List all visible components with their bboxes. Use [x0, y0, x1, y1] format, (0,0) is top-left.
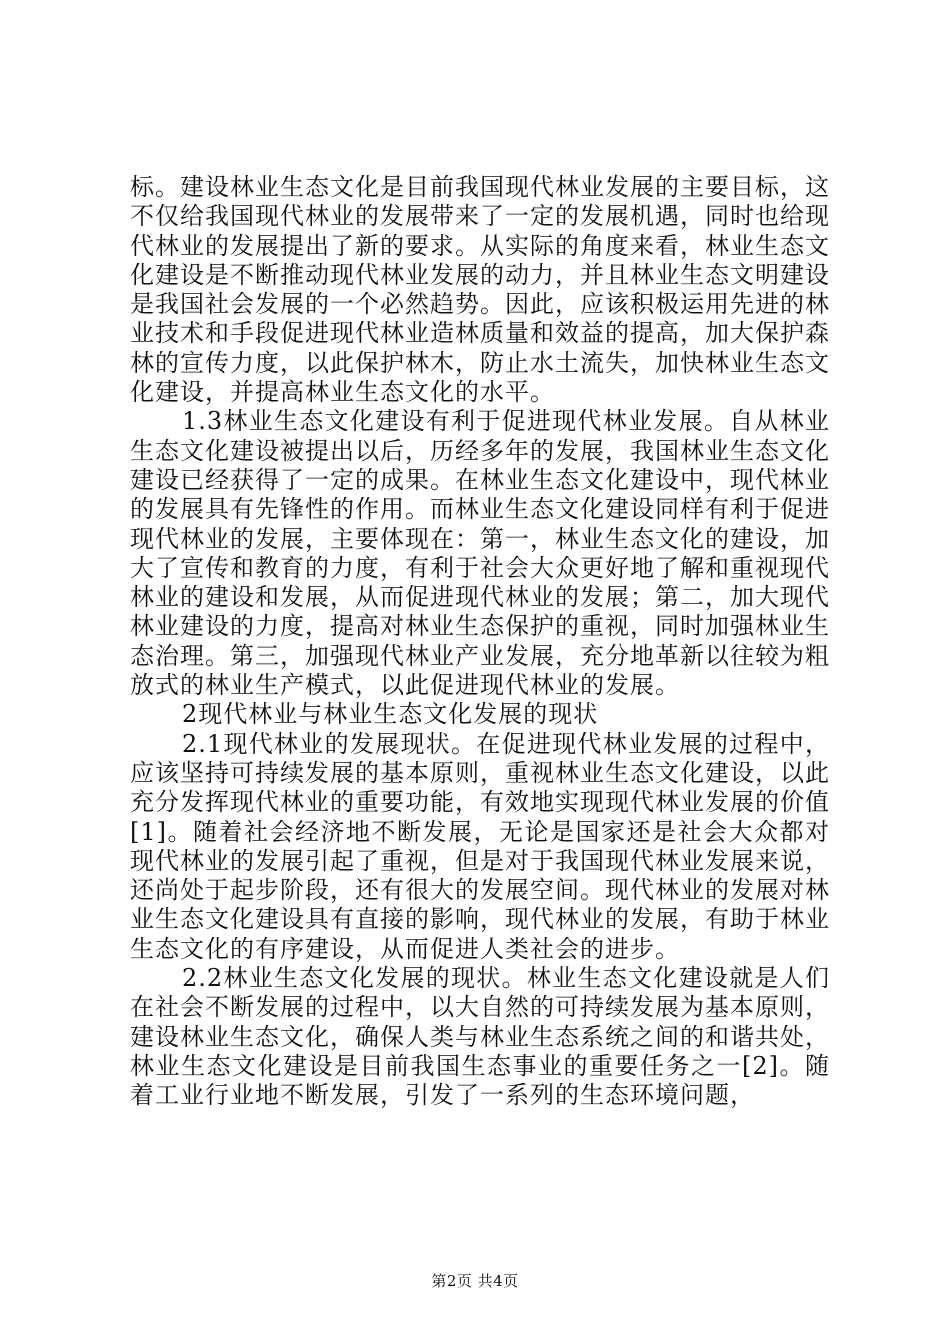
paragraph-section-1-3: 1.3林业生态文化建设有利于促进现代林业发展。自从林业生态文化建设被提出以后，历经多年的发展，我国林业生态文化建设已经获得了一定的成果。在林业生态文化建设中，现代林业的发展具有先锋性的作用。而林业生态文化建设同样有利于促进现代林业的发展，主要体现在：第一，林业生态文化的建设，加大了宣传和教育的力度，有利于社会大众更好地了解和重视现代林业的建设和发展，从而促进现代林业的发展；第二，加大现代林业建设的力度，提高对林业生态保护的重视，同时加强林业生态治理。第三，加强现代林业产业发展，充分地革新以往较为粗放式的林业生产模式，以此促进现代林业的发展。	[130, 407, 830, 700]
paragraph-section-2-1: 2.1现代林业的发展现状。在促进现代林业发展的过程中，应该坚持可持续发展的基本原则，重视林业生态文化建设，以此充分发挥现代林业的重要功能，有效地实现现代林业发展的价值[1]。随着社会经济地不断发展，无论是国家还是社会大众都对现代林业的发展引起了重视，但是对于我国现代林业发展来说，还尚处于起步阶段，还有很大的发展空间。现代林业的发展对林业生态文化建设具有直接的影响，现代林业的发展，有助于林业生态文化的有序建设，从而促进人类社会的进步。	[130, 729, 830, 963]
paragraph-continuation: 标。建设林业生态文化是目前我国现代林业发展的主要目标，这不仅给我国现代林业的发展带来了一定的发展机遇，同时也给现代林业的发展提出了新的要求。从实际的角度来看，林业生态文化建设是不断推动现代林业发展的动力，并且林业生态文明建设是我国社会发展的一个必然趋势。因此，应该积极运用先进的林业技术和手段促进现代林业造林质量和效益的提高，加大保护森林的宣传力度，以此保护林木，防止水土流失，加快林业生态文化建设，并提高林业生态文化的水平。	[130, 173, 830, 407]
section-heading-2: 2现代林业与林业生态文化发展的现状	[182, 700, 599, 729]
page-footer: 第2页 共4页	[431, 1272, 519, 1290]
paragraph-section-2-2: 2.2林业生态文化发展的现状。林业生态文化建设就是人们在社会不断发展的过程中，以大自然的可持续发展为基本原则，建设林业生态文化，确保人类与林业生态系统之间的和谐共处，林业生态文化建设是目前我国生态事业的重要任务之一[2]。随着工业行业地不断发展，引发了一系列的生态环境问题，	[130, 964, 830, 1110]
document-body	[130, 173, 830, 1111]
